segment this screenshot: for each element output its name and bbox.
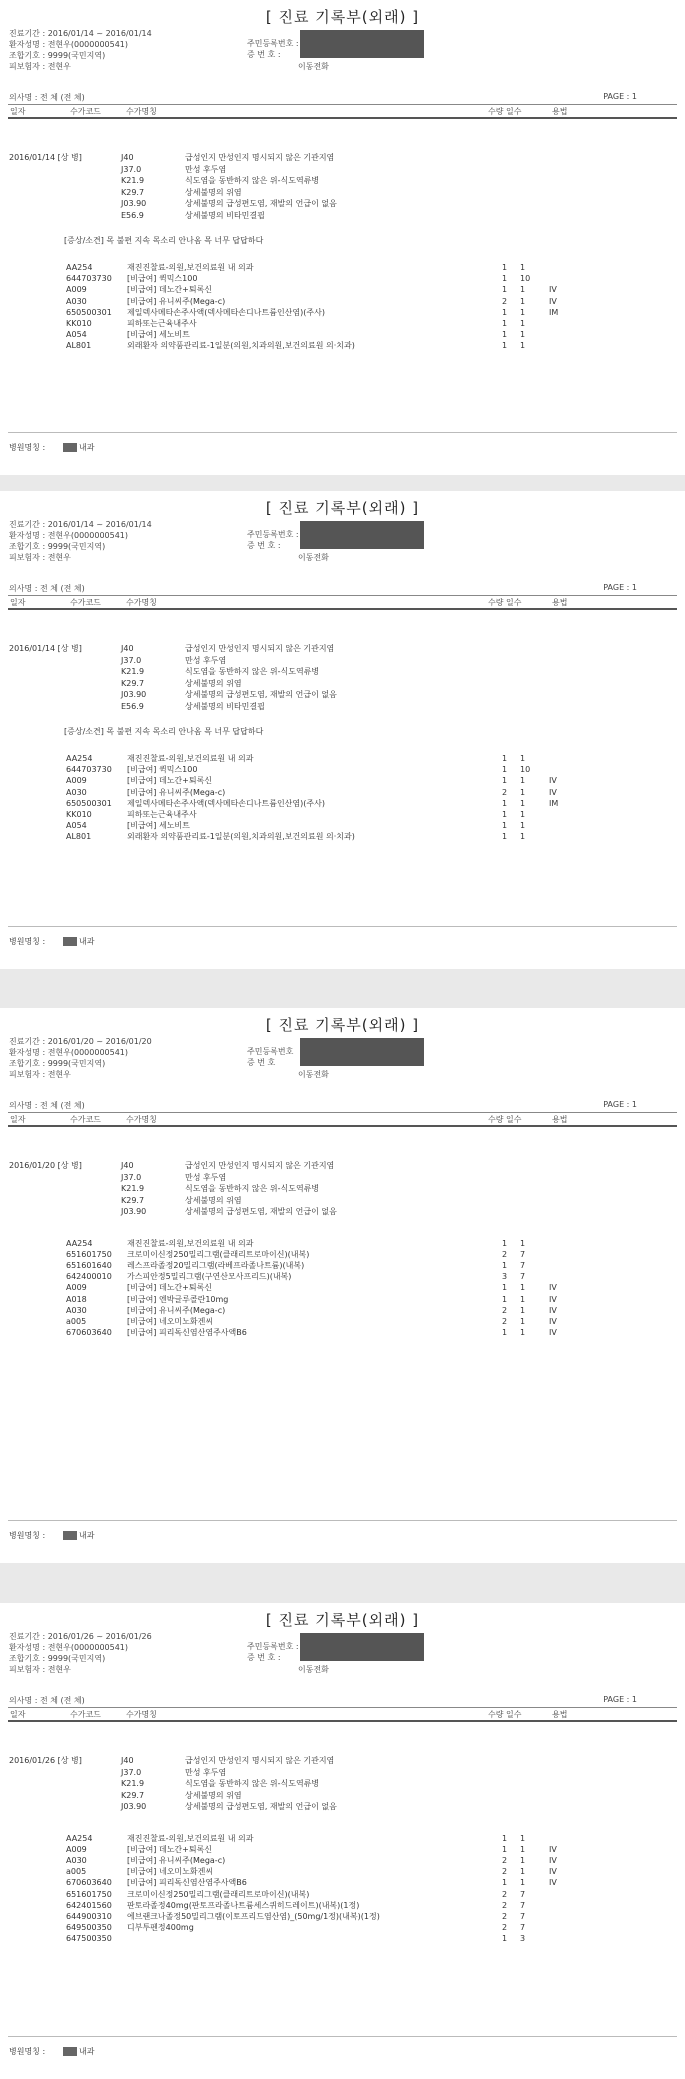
diagnosis-name: 급성인지 만성인지 명시되지 않은 기관지염 xyxy=(185,1161,335,1170)
page-title: [ 진료 기록부(외래) ] xyxy=(265,8,420,26)
page-number: PAGE : 1 xyxy=(603,1695,637,1704)
page-title: [ 진료 기록부(외래) ] xyxy=(265,1611,420,1629)
patient-name: 환자성명 : 전현우(0000000541) xyxy=(9,531,129,540)
col-qty-days: 수량 일수 xyxy=(488,107,522,116)
col-name: 수가명칭 xyxy=(126,1115,157,1124)
item-qty: 1 xyxy=(502,1238,508,1248)
item-name: [비급여] 데노간+퇴록신 xyxy=(127,1844,213,1854)
item-name: 제일덱사메타손주사액(덱사메타손디나트륨인산염)(주사) xyxy=(127,307,325,317)
item-days: 1 xyxy=(520,787,526,797)
item-days: 1 xyxy=(520,810,526,819)
hospital-label: 병원명칭 : xyxy=(9,443,46,452)
item-qty: 1 xyxy=(502,319,508,328)
item-code: A009 xyxy=(66,1283,87,1293)
visit-date: 2016/01/20 [상 병] xyxy=(9,1161,82,1170)
redacted-hospital xyxy=(63,1531,77,1540)
diagnosis-code: K29.7 xyxy=(121,678,145,688)
item-days: 1 xyxy=(520,1867,526,1877)
item-days: 1 xyxy=(520,341,526,351)
item-code: 651601640 xyxy=(66,1260,112,1270)
diagnosis-name: 상세불명의 급성편도염, 재발의 언급이 없음 xyxy=(185,690,337,699)
resident-number-label: 주민등록번호 : xyxy=(247,530,299,539)
item-usage: IM xyxy=(549,798,559,808)
diagnosis-code: J03.90 xyxy=(121,1207,147,1216)
record-page xyxy=(0,1603,685,2079)
diagnosis-code: J03.90 xyxy=(121,690,147,699)
header-rule-bottom xyxy=(8,608,677,610)
item-days: 1 xyxy=(520,1283,526,1293)
insurance-code: 조합기호 : 9999(국민지역) xyxy=(9,542,106,551)
record-page xyxy=(0,1008,685,1563)
item-qty: 2 xyxy=(502,1855,508,1865)
redacted-hospital xyxy=(63,937,77,946)
item-name: 디부투펜정400mg xyxy=(127,1923,194,1933)
col-code: 수가코드 xyxy=(70,1710,101,1719)
item-code: 642400010 xyxy=(66,1272,112,1282)
item-days: 1 xyxy=(520,307,526,317)
col-usage: 용법 xyxy=(552,1115,568,1124)
diagnosis-code: J40 xyxy=(121,1756,134,1765)
patient-name: 환자성명 : 전현우(0000000541) xyxy=(9,1048,129,1057)
diagnosis-name: 식도염을 동반하지 않은 위-식도역류병 xyxy=(185,667,320,676)
item-code: AA254 xyxy=(66,1238,93,1248)
item-name: [비급여] 데노간+퇴록신 xyxy=(127,776,213,786)
item-name: [비급여] 유니씨주(Mega-c) xyxy=(127,1305,226,1315)
insured-person: 피보험자 : 전현우 xyxy=(9,62,71,71)
item-qty: 1 xyxy=(502,1934,508,1944)
item-days: 1 xyxy=(520,263,526,272)
item-days: 10 xyxy=(520,765,531,775)
redacted-hospital xyxy=(63,2047,77,2056)
item-code: KK010 xyxy=(66,319,92,328)
diagnosis-code: J40 xyxy=(121,644,134,653)
hospital-label: 병원명칭 : xyxy=(9,937,46,946)
item-code: 650500301 xyxy=(66,307,112,317)
diagnosis-name: 급성인지 만성인지 명시되지 않은 기관지염 xyxy=(185,1756,335,1765)
item-usage: IV xyxy=(549,296,557,306)
diagnosis-name: 상세불명의 급성편도염, 재발의 언급이 없음 xyxy=(185,1802,337,1811)
insurance-code: 조합기호 : 9999(국민지역) xyxy=(9,51,106,60)
header-rule-top xyxy=(8,595,677,596)
item-name: 크로미이신정250밀리그램(클래리트로마이신)(내복) xyxy=(127,1249,310,1259)
page-title: [ 진료 기록부(외래) ] xyxy=(265,1016,420,1034)
item-qty: 2 xyxy=(502,1316,508,1326)
diagnosis-code: J03.90 xyxy=(121,199,147,208)
item-usage: IV xyxy=(549,1305,557,1315)
diagnosis-name: 식도염을 동반하지 않은 위-식도역류병 xyxy=(185,176,320,185)
item-name: 가스피안정5밀리그램(구연산모사프리드)(내복) xyxy=(127,1272,292,1282)
item-days: 1 xyxy=(520,285,526,295)
diagnosis-code: E56.9 xyxy=(121,210,144,220)
item-days: 1 xyxy=(520,1878,526,1888)
item-qty: 1 xyxy=(502,307,508,317)
item-qty: 1 xyxy=(502,832,508,842)
item-days: 10 xyxy=(520,274,531,284)
diagnosis-name: 상세불명의 위염 xyxy=(185,1790,242,1800)
item-qty: 2 xyxy=(502,1911,508,1921)
header-rule-bottom xyxy=(8,117,677,119)
redacted-block xyxy=(300,521,424,549)
diagnosis-name: 만성 후두염 xyxy=(185,655,227,665)
item-code: AA254 xyxy=(66,1833,93,1843)
hospital-suffix: 내과 xyxy=(79,2047,95,2056)
item-name: [비급여] 네오미노화겐씨 xyxy=(127,1867,214,1877)
item-name: 재진진찰료-의원,보건의료원 내 의과 xyxy=(127,1833,254,1843)
item-code: AL801 xyxy=(66,832,92,842)
item-days: 1 xyxy=(520,319,526,328)
mobile-phone-label: 이동전화 xyxy=(298,1070,329,1079)
diagnosis-code: J40 xyxy=(121,153,134,162)
diagnosis-code: J40 xyxy=(121,1161,134,1170)
item-days: 1 xyxy=(520,754,526,763)
patient-name: 환자성명 : 전현우(0000000541) xyxy=(9,1643,129,1652)
header-rule-bottom xyxy=(8,1720,677,1722)
header-rule-bottom xyxy=(8,1125,677,1127)
diagnosis-name: 상세불명의 위염 xyxy=(185,1195,242,1205)
col-code: 수가코드 xyxy=(70,107,101,116)
visit-date: 2016/01/14 [상 병] xyxy=(9,644,82,653)
diagnosis-code: J37.0 xyxy=(121,1172,142,1182)
item-code: 644703730 xyxy=(66,274,112,284)
item-code: A018 xyxy=(66,1294,87,1304)
item-qty: 1 xyxy=(502,1878,508,1888)
item-qty: 1 xyxy=(502,798,508,808)
col-code: 수가코드 xyxy=(70,1115,101,1124)
footer-rule xyxy=(8,926,677,927)
diagnosis-name: 만성 후두염 xyxy=(185,164,227,174)
item-name: 외래환자 의약품관리료-1일분(의원,치과의원,보건의료원 의·치과) xyxy=(127,832,355,842)
col-qty-days: 수량 일수 xyxy=(488,1115,522,1124)
cert-number-label: 증 번 호 xyxy=(247,1058,276,1067)
item-qty: 3 xyxy=(502,1272,508,1282)
item-name: 에브랜크나졸정50밀리그램(이토프리드염산염)_(50mg/1정)(내복)(1정) xyxy=(127,1911,380,1921)
item-name: [비급여] 데노간+퇴록신 xyxy=(127,285,213,295)
item-code: AA254 xyxy=(66,754,93,763)
item-days: 1 xyxy=(520,776,526,786)
footer-rule xyxy=(8,432,677,433)
item-name: [비급여] 세노비트 xyxy=(127,821,190,831)
redacted-block xyxy=(300,1633,424,1661)
item-code: 650500301 xyxy=(66,798,112,808)
item-days: 1 xyxy=(520,1305,526,1315)
resident-number-label: 주민등록번호 : xyxy=(247,1642,299,1651)
hospital-label: 병원명칭 : xyxy=(9,2047,46,2056)
resident-number-label: 주민등록번호 xyxy=(247,1047,294,1056)
item-code: A030 xyxy=(66,787,87,797)
item-qty: 1 xyxy=(502,765,508,775)
item-qty: 1 xyxy=(502,1833,508,1843)
item-code: 651601750 xyxy=(66,1889,112,1899)
item-usage: IV xyxy=(549,1316,557,1326)
item-days: 7 xyxy=(520,1923,526,1933)
item-qty: 2 xyxy=(502,1867,508,1877)
item-qty: 1 xyxy=(502,1328,508,1338)
item-code: A030 xyxy=(66,1305,87,1315)
item-days: 7 xyxy=(520,1249,526,1259)
item-code: 644703730 xyxy=(66,765,112,775)
item-code: 670603640 xyxy=(66,1328,112,1338)
insurance-code: 조합기호 : 9999(국민지역) xyxy=(9,1059,106,1068)
item-days: 7 xyxy=(520,1900,526,1910)
item-code: AA254 xyxy=(66,263,93,272)
item-qty: 1 xyxy=(502,274,508,284)
item-qty: 2 xyxy=(502,787,508,797)
symptom-note: [증상/소견] 목 불편 지속 목소리 안나옴 목 너무 답답하다 xyxy=(64,727,264,736)
item-name: [비급여] 유니씨주(Mega-c) xyxy=(127,787,226,797)
diagnosis-name: 상세불명의 급성편도염, 재발의 언급이 없음 xyxy=(185,199,337,208)
item-usage: IV xyxy=(549,776,557,786)
diagnosis-name: 상세불명의 위염 xyxy=(185,678,242,688)
item-code: AL801 xyxy=(66,341,92,351)
item-days: 1 xyxy=(520,798,526,808)
diagnosis-code: K21.9 xyxy=(121,176,145,185)
item-qty: 1 xyxy=(502,341,508,351)
diagnosis-name: 상세불명의 급성편도염, 재발의 언급이 없음 xyxy=(185,1207,337,1216)
item-name: 피하또는근육내주사 xyxy=(127,810,197,819)
cert-number-label: 증 번 호 : xyxy=(247,50,281,59)
item-days: 1 xyxy=(520,1294,526,1304)
item-code: a005 xyxy=(66,1316,87,1326)
diagnosis-code: K21.9 xyxy=(121,1779,145,1788)
item-qty: 1 xyxy=(502,810,508,819)
header-rule-top xyxy=(8,1112,677,1113)
item-qty: 2 xyxy=(502,1900,508,1910)
item-name: [비급여] 데노간+퇴록신 xyxy=(127,1283,213,1293)
item-usage: IV xyxy=(549,1844,557,1854)
item-qty: 1 xyxy=(502,285,508,295)
diagnosis-code: K29.7 xyxy=(121,187,145,197)
item-qty: 1 xyxy=(502,776,508,786)
item-qty: 1 xyxy=(502,263,508,272)
item-qty: 1 xyxy=(502,1844,508,1854)
item-days: 7 xyxy=(520,1889,526,1899)
col-name: 수가명칭 xyxy=(126,1710,157,1719)
insurance-code: 조합기호 : 9999(국민지역) xyxy=(9,1654,106,1663)
col-usage: 용법 xyxy=(552,1710,568,1719)
treatment-period: 진료기간 : 2016/01/26 ~ 2016/01/26 xyxy=(9,1632,152,1641)
item-code: A009 xyxy=(66,776,87,786)
mobile-phone-label: 이동전화 xyxy=(298,62,329,71)
doctor-name: 의사명 : 전 체 (전 체) xyxy=(9,93,85,102)
item-usage: IV xyxy=(549,1878,557,1888)
diagnosis-code: J37.0 xyxy=(121,164,142,174)
item-qty: 2 xyxy=(502,1305,508,1315)
diagnosis-code: K29.7 xyxy=(121,1790,145,1800)
item-name: [비급여] 세노비트 xyxy=(127,330,190,340)
insured-person: 피보험자 : 전현우 xyxy=(9,553,71,562)
diagnosis-code: E56.9 xyxy=(121,701,144,711)
diagnosis-code: J03.90 xyxy=(121,1802,147,1811)
cert-number-label: 증 번 호 : xyxy=(247,541,281,550)
col-usage: 용법 xyxy=(552,107,568,116)
doctor-name: 의사명 : 전 체 (전 체) xyxy=(9,1696,85,1705)
item-qty: 1 xyxy=(502,330,508,340)
item-name: [비급여] 퀵믹스100 xyxy=(127,765,198,775)
footer-rule xyxy=(8,2036,677,2037)
item-days: 1 xyxy=(520,330,526,340)
item-days: 7 xyxy=(520,1272,526,1282)
col-name: 수가명칭 xyxy=(126,598,157,607)
col-name: 수가명칭 xyxy=(126,107,157,116)
hospital-suffix: 내과 xyxy=(79,443,95,452)
redacted-hospital xyxy=(63,443,77,452)
symptom-note: [증상/소견] 목 불편 지속 목소리 안나옴 목 너무 답답하다 xyxy=(64,236,264,245)
page-title: [ 진료 기록부(외래) ] xyxy=(265,499,420,517)
item-code: a005 xyxy=(66,1867,87,1877)
page-number: PAGE : 1 xyxy=(603,583,637,592)
item-usage: IV xyxy=(549,787,557,797)
col-code: 수가코드 xyxy=(70,598,101,607)
item-name: 재진진찰료-의원,보건의료원 내 의과 xyxy=(127,1238,254,1248)
cert-number-label: 증 번 호 : xyxy=(247,1653,281,1662)
diagnosis-name: 상세불명의 비타민결핍 xyxy=(185,210,265,220)
resident-number-label: 주민등록번호 : xyxy=(247,39,299,48)
col-date: 일자 xyxy=(10,1115,26,1124)
item-usage: IV xyxy=(549,1855,557,1865)
item-usage: IV xyxy=(549,1867,557,1877)
diagnosis-name: 만성 후두염 xyxy=(185,1767,227,1777)
diagnosis-code: K29.7 xyxy=(121,1195,145,1205)
item-usage: IV xyxy=(549,285,557,295)
item-days: 1 xyxy=(520,1844,526,1854)
item-qty: 1 xyxy=(502,1260,508,1270)
visit-date: 2016/01/26 [상 병] xyxy=(9,1756,82,1765)
diagnosis-code: J37.0 xyxy=(121,1767,142,1777)
diagnosis-name: 만성 후두염 xyxy=(185,1172,227,1182)
mobile-phone-label: 이동전화 xyxy=(298,553,329,562)
item-code: 649500350 xyxy=(66,1923,112,1933)
item-code: A009 xyxy=(66,285,87,295)
item-name: 판토라졸정40mg(판토프라졸나트륨세스퀴히드레이트)(내복)(1정) xyxy=(127,1900,360,1910)
diagnosis-name: 상세불명의 위염 xyxy=(185,187,242,197)
treatment-period: 진료기간 : 2016/01/14 ~ 2016/01/14 xyxy=(9,29,152,38)
diagnosis-name: 급성인지 만성인지 명시되지 않은 기관지염 xyxy=(185,644,335,653)
header-rule-top xyxy=(8,1707,677,1708)
item-qty: 1 xyxy=(502,1294,508,1304)
col-date: 일자 xyxy=(10,107,26,116)
item-name: 크로미이신정250밀리그램(클래리트로마이신)(내복) xyxy=(127,1889,310,1899)
record-page xyxy=(0,491,685,969)
item-code: 651601750 xyxy=(66,1249,112,1259)
mobile-phone-label: 이동전화 xyxy=(298,1665,329,1674)
item-qty: 1 xyxy=(502,821,508,831)
diagnosis-code: K21.9 xyxy=(121,1184,145,1193)
item-usage: IV xyxy=(549,1328,557,1338)
item-days: 1 xyxy=(520,296,526,306)
redacted-block xyxy=(300,30,424,58)
item-code: A009 xyxy=(66,1844,87,1854)
item-name: [비급여] 피리독신염산염주사액B6 xyxy=(127,1328,247,1338)
hospital-suffix: 내과 xyxy=(79,937,95,946)
item-name: [비급여] 네오미노화겐씨 xyxy=(127,1316,214,1326)
doctor-name: 의사명 : 전 체 (전 체) xyxy=(9,1101,85,1110)
header-rule-top xyxy=(8,104,677,105)
page-number: PAGE : 1 xyxy=(603,92,637,101)
item-code: KK010 xyxy=(66,810,92,819)
item-qty: 2 xyxy=(502,1249,508,1259)
item-usage: IV xyxy=(549,1294,557,1304)
page-number: PAGE : 1 xyxy=(603,1100,637,1109)
insured-person: 피보험자 : 전현우 xyxy=(9,1665,71,1674)
item-code: A030 xyxy=(66,1855,87,1865)
item-days: 7 xyxy=(520,1260,526,1270)
item-name: 제일덱사메타손주사액(덱사메타손디나트륨인산염)(주사) xyxy=(127,798,325,808)
visit-date: 2016/01/14 [상 병] xyxy=(9,153,82,162)
item-name: [비급여] 유니씨주(Mega-c) xyxy=(127,296,226,306)
item-days: 1 xyxy=(520,821,526,831)
item-name: 외래환자 의약품관리료-1일분(의원,치과의원,보건의료원 의·치과) xyxy=(127,341,355,351)
item-name: 재진진찰료-의원,보건의료원 내 의과 xyxy=(127,754,254,763)
item-name: [비급여] 유니씨주(Mega-c) xyxy=(127,1855,226,1865)
item-qty: 1 xyxy=(502,1283,508,1293)
insured-person: 피보험자 : 전현우 xyxy=(9,1070,71,1079)
item-qty: 2 xyxy=(502,296,508,306)
item-name: [비급여] 피리독신염산염주사액B6 xyxy=(127,1878,247,1888)
diagnosis-code: K21.9 xyxy=(121,667,145,676)
treatment-period: 진료기간 : 2016/01/20 ~ 2016/01/20 xyxy=(9,1037,152,1046)
hospital-suffix: 내과 xyxy=(79,1531,95,1540)
patient-name: 환자성명 : 전현우(0000000541) xyxy=(9,40,129,49)
record-page xyxy=(0,0,685,475)
diagnosis-name: 식도염을 동반하지 않은 위-식도역류병 xyxy=(185,1779,320,1788)
item-days: 1 xyxy=(520,1238,526,1248)
item-code: A054 xyxy=(66,821,87,831)
diagnosis-name: 급성인지 만성인지 명시되지 않은 기관지염 xyxy=(185,153,335,162)
item-days: 1 xyxy=(520,1328,526,1338)
item-days: 1 xyxy=(520,1855,526,1865)
col-date: 일자 xyxy=(10,598,26,607)
item-code: A030 xyxy=(66,296,87,306)
item-days: 7 xyxy=(520,1911,526,1921)
diagnosis-code: J37.0 xyxy=(121,655,142,665)
col-qty-days: 수량 일수 xyxy=(488,1710,522,1719)
item-name: 레스프라졸정20밀리그램(라베프라졸나트륨)(내복) xyxy=(127,1260,305,1270)
diagnosis-name: 상세불명의 비타민결핍 xyxy=(185,701,265,711)
item-days: 1 xyxy=(520,1316,526,1326)
item-code: 670603640 xyxy=(66,1878,112,1888)
item-qty: 1 xyxy=(502,754,508,763)
doctor-name: 의사명 : 전 체 (전 체) xyxy=(9,584,85,593)
item-days: 3 xyxy=(520,1934,526,1944)
item-name: [비급여] 퀵믹스100 xyxy=(127,274,198,284)
item-code: A054 xyxy=(66,330,87,340)
item-code: 644900310 xyxy=(66,1911,112,1921)
footer-rule xyxy=(8,1520,677,1521)
item-usage: IV xyxy=(549,1283,557,1293)
hospital-label: 병원명칭 : xyxy=(9,1531,46,1540)
diagnosis-name: 식도염을 동반하지 않은 위-식도역류병 xyxy=(185,1184,320,1193)
item-name: [비급여] 엔박글루콜란10mg xyxy=(127,1294,229,1304)
redacted-block xyxy=(300,1038,424,1066)
col-date: 일자 xyxy=(10,1710,26,1719)
item-qty: 2 xyxy=(502,1923,508,1933)
item-days: 1 xyxy=(520,1833,526,1843)
col-usage: 용법 xyxy=(552,598,568,607)
treatment-period: 진료기간 : 2016/01/14 ~ 2016/01/14 xyxy=(9,520,152,529)
item-days: 1 xyxy=(520,832,526,842)
item-code: 647500350 xyxy=(66,1934,112,1944)
item-usage: IM xyxy=(549,307,559,317)
col-qty-days: 수량 일수 xyxy=(488,598,522,607)
item-name: 피하또는근육내주사 xyxy=(127,319,197,328)
item-qty: 2 xyxy=(502,1889,508,1899)
item-code: 642401560 xyxy=(66,1900,112,1910)
item-name: 재진진찰료-의원,보건의료원 내 의과 xyxy=(127,263,254,272)
